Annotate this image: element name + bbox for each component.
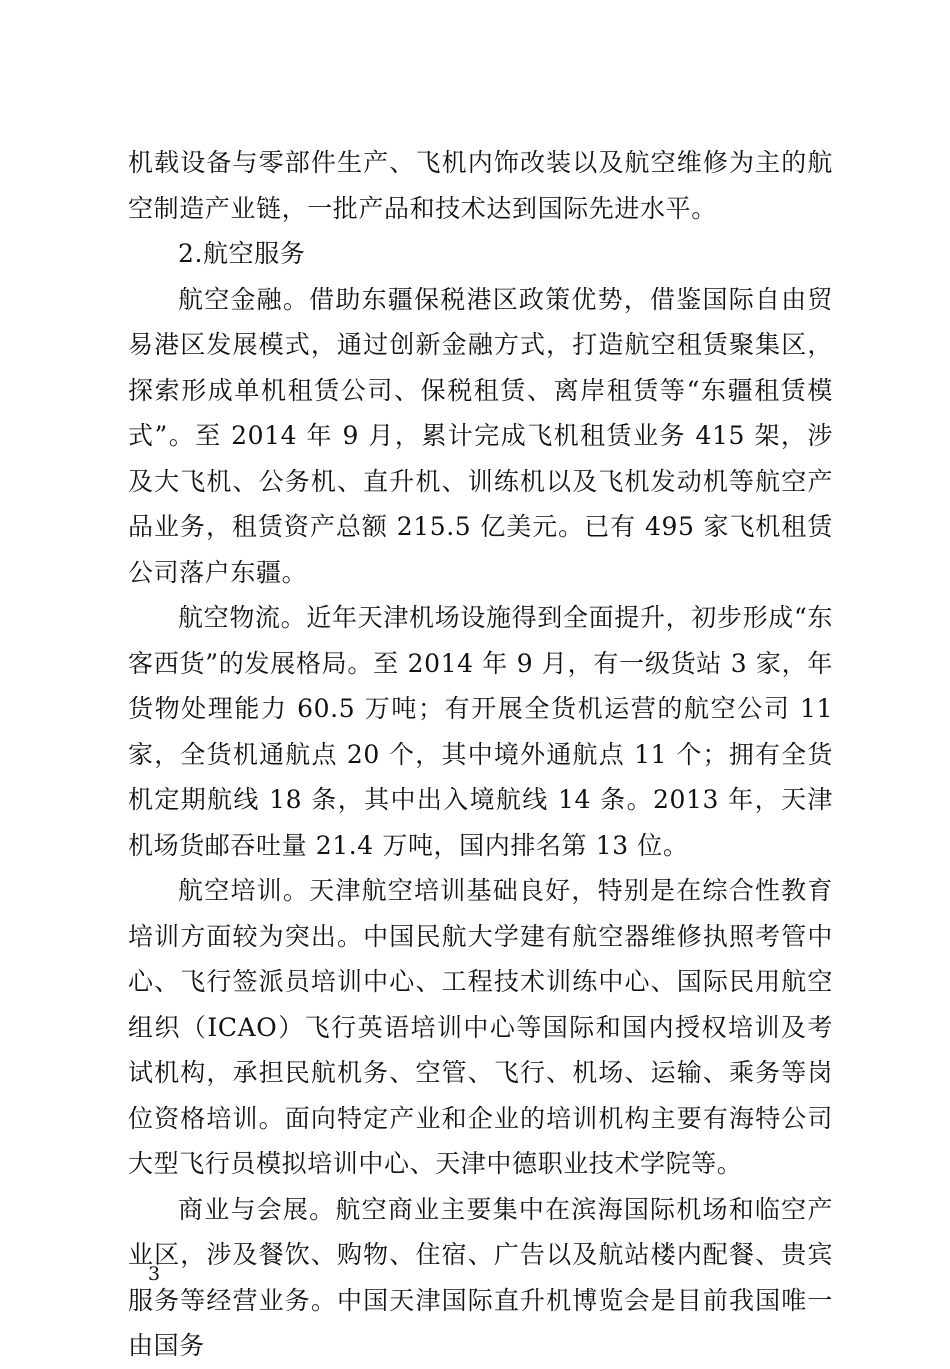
paragraph-aviation-finance: 航空金融。借助东疆保税港区政策优势，借鉴国际自由贸易港区发展模式，通过创新金融方式，打造航空租赁聚集区，探索形成单机租赁公司、保税租赁、离岸租赁等“东疆租赁模式”。至 2014 年 9 月，累计完成飞机租赁业务 415 架，涉及大飞机、公务机、直升机、训练机以及飞机发动机等航空产品业务，租赁资产总额 215.5 亿美元。已有 495 家飞机租赁公司落户东疆。	[128, 284, 833, 587]
section-heading-aviation-services: 2.航空服务	[178, 239, 306, 268]
document-body	[128, 140, 833, 1369]
page-number: 3	[148, 1263, 161, 1285]
paragraph-commerce-exhibition: 商业与会展。航空商业主要集中在滨海国际机场和临空产业区，涉及餐饮、购物、住宿、广告以及航站楼内配餐、贵宾服务等经营业务。中国天津国际直升机博览会是目前我国唯一由国务	[128, 1194, 833, 1360]
paragraph-aviation-logistics: 航空物流。近年天津机场设施得到全面提升，初步形成“东客西货”的发展格局。至 2014 年 9 月，有一级货站 3 家，年货物处理能力 60.5 万吨；有开展全货机运营的航空公司 11 家，全货机通航点 20 个，其中境外通航点 11 个；拥有全货机定期航线 18 条，其中出入境航线 14 条。2013 年，天津机场货邮吞吐量 21.4 万吨，国内排名第 13 位。	[128, 603, 833, 860]
paragraph-aviation-training: 航空培训。天津航空培训基础良好，特别是在综合性教育培训方面较为突出。中国民航大学建有航空器维修执照考管中心、飞行签派员培训中心、工程技术训练中心、国际民用航空组织（ICAO）飞行英语培训中心等国际和国内授权培训及考试机构，承担民航机务、空管、飞行、机场、运输、乘务等岗位资格培训。面向特定产业和企业的培训机构主要有海特公司大型飞行员模拟培训中心、天津中德职业技术学院等。	[128, 876, 833, 1178]
paragraph-aviation-manufacturing-continuation: 机载设备与零部件生产、飞机内饰改装以及航空维修为主的航空制造产业链，一批产品和技术达到国际先进水平。	[128, 148, 833, 223]
